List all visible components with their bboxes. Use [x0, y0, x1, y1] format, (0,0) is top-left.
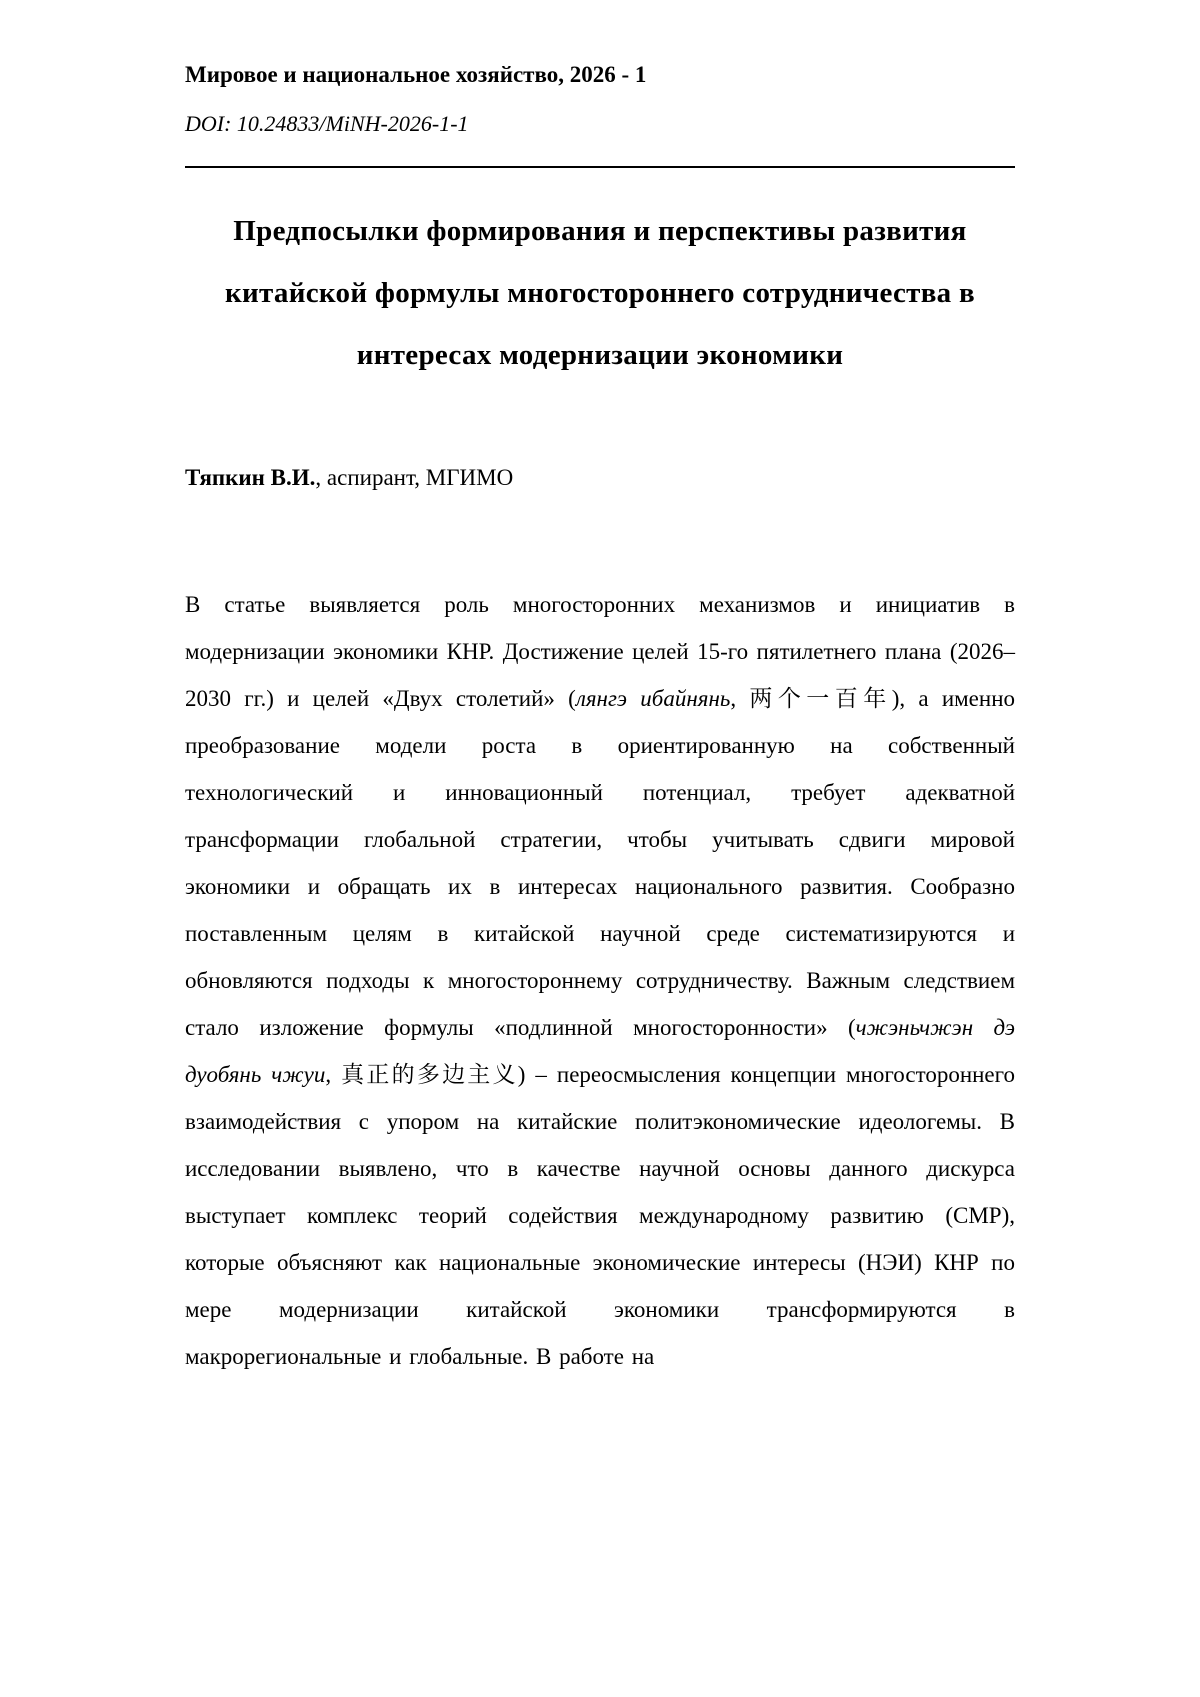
- abstract-segment: В статье выявляется роль многосторонних механизмов и инициатив в модернизации экономики КНР. Достижение целей 15-го пятилетнего плана (2026–2030 гг.) и целей «Двух столетий» (: [185, 591, 1015, 711]
- author-line: [185, 462, 1015, 494]
- author-name: Тяпкин В.И.: [185, 465, 316, 491]
- abstract-paragraph: [185, 581, 1015, 1380]
- doi-line: DOI: 10.24833/MiNH-2026-1-1: [185, 110, 469, 136]
- abstract-segment: , 真正的多边主义) – переосмысления концепции многостороннего взаимодействия с упором на китайские политэкономические идеологемы. В исследовании выявлено, что в качестве научной основы данного дискурса выступает комплекс теорий содействия международному развитию (СМР), которые объясняют как национальные экономические интересы (НЭИ) КНР по мере модернизации китайской экономики трансформируются в макрорегиональные и глобальные. В работе на: [185, 1061, 1016, 1369]
- divider-line: [185, 166, 1015, 168]
- journal-header: Мировое и национальное хозяйство, 2026 - 1: [185, 62, 647, 87]
- abstract-segment: лянгэ ибайнянь: [575, 685, 731, 711]
- abstract-segment: чжэньчжэн дэ дуобянь чжуи: [185, 1014, 1015, 1087]
- author-affiliation: , аспирант, МГИМО: [315, 465, 514, 491]
- abstract-segment: , 两个一百年), а именно преобразование модели роста в ориентированную на собственный технологический и инновационный потенциал, требует адекватной трансформации глобальной стратегии, чтобы учитывать сдвиги мировой экономики и обращать их в интересах национального развития. Сообразно поставленным целям в китайской научной среде систематизируются и обновляются подходы к многостороннему сотрудничеству. Важным следствием стало изложение формулы «подлинной многосторонности» (: [185, 685, 1016, 1040]
- article-title: Предпосылки формирования и перспективы развития китайской формулы многостороннего сотрудничества в интересах модернизации экономики: [225, 215, 975, 372]
